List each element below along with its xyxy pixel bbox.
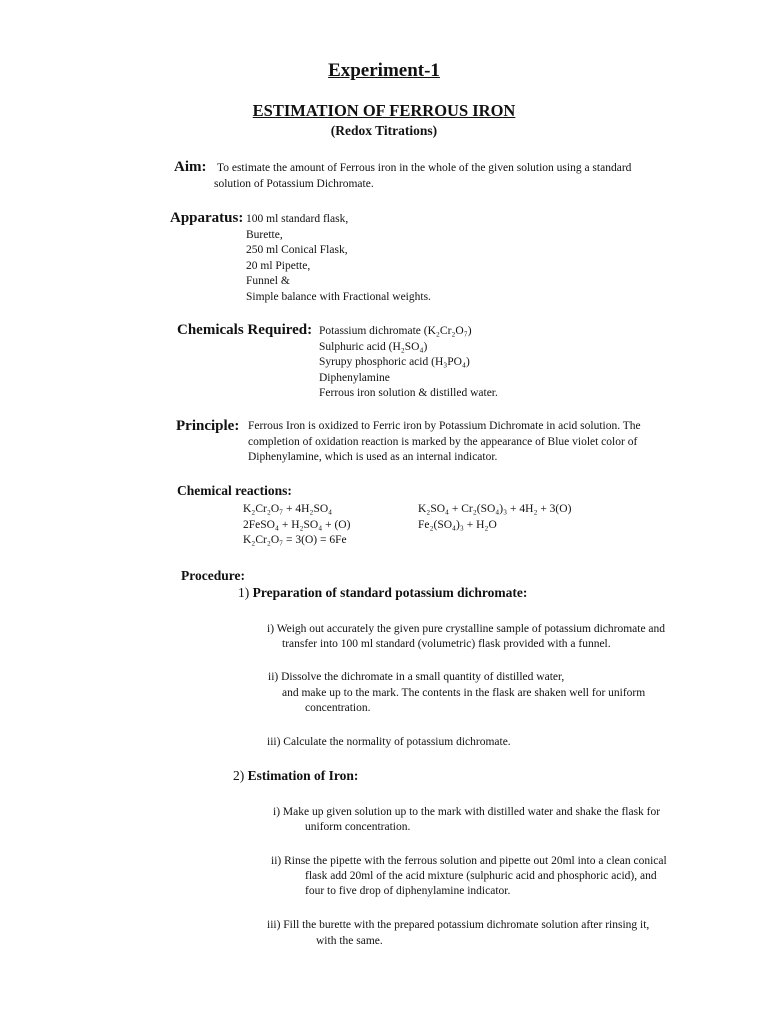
s2-step-2-line-1: ii) Rinse the pipette with the ferrous solution and pipette out 20ml into a clean conical [271, 855, 667, 867]
reaction-lhs: K₂Cr₂O₇ = 3(O) = 6Fe [243, 534, 347, 546]
s2-step-1-line-1: i) Make up given solution up to the mark with distilled water and shake the flask for [273, 806, 661, 818]
s2-step-2-line-2: flask add 20ml of the acid mixture (sulphuric acid and phosphoric acid), and [305, 870, 657, 882]
s2-step-2-line-3: four to five drop of diphenylamine indicator. [305, 885, 511, 897]
chemicals-list [319, 324, 498, 402]
s1-step-2-line-2: and make up to the mark. The contents in the flask are shaken well for uniform [282, 687, 646, 699]
principle-line: Diphenylamine, which is used as an internal indicator. [248, 451, 498, 463]
chemical-item: Sulphuric acid (H₂SO₄) [319, 340, 428, 353]
s1-step-3-line-1: iii) Calculate the normality of potassium dichromate. [267, 736, 511, 748]
apparatus-item: 100 ml standard flask, [246, 213, 349, 225]
reaction-lhs: K₂Cr₂O₇ + 4H₂SO₄ [243, 503, 333, 515]
section-2-heading [233, 768, 358, 784]
reactions-label: Chemical reactions: [177, 483, 292, 498]
apparatus-label: Apparatus: [170, 210, 244, 226]
reactions-right [418, 502, 571, 533]
chemical-item: Ferrous iron solution & distilled water. [319, 387, 498, 399]
section-1-number: 1) [238, 585, 250, 600]
reaction-rhs: Fe₂(SO₄)₃ + H₂O [418, 518, 497, 531]
chemical-item: Potassium dichromate (K₂Cr₂O₇) [319, 325, 472, 337]
reactions-left [243, 502, 350, 549]
s1-step-1-line-2: transfer into 100 ml standard (volumetric) flask provided with a funnel. [282, 638, 611, 650]
s2-step-1-line-2: uniform concentration. [305, 821, 411, 833]
apparatus-item: Burette, [246, 228, 283, 241]
document-subtitle: ESTIMATION OF FERROUS IRON [252, 101, 516, 120]
aim-label: Aim: [174, 159, 207, 175]
s1-step-2-line-3: concentration. [305, 702, 371, 714]
chemical-item: Diphenylamine [319, 371, 390, 384]
reaction-rhs: K₂SO₄ + Cr₂(SO₄)₃ + 4H₂ + 3(O) [418, 503, 572, 515]
section-1-title: Preparation of standard potassium dichromate: [252, 585, 528, 600]
document-subheading: (Redox Titrations) [330, 123, 438, 138]
section-1-heading [238, 585, 527, 601]
section-2-number: 2) [233, 768, 245, 783]
experiment-title: Experiment-1 [328, 60, 440, 81]
principle-text [248, 419, 641, 466]
s1-step-2-line-1: ii) Dissolve the dichromate in a small quantity of distilled water, [268, 671, 565, 683]
s1-step-1-line-1: i) Weigh out accurately the given pure crystalline sample of potassium dichromate and [267, 623, 666, 635]
s2-step-3-line-1: iii) Fill the burette with the prepared potassium dichromate solution after rinsing it, [267, 919, 650, 931]
s2-step-3-line-2: with the same. [316, 935, 383, 947]
reaction-lhs: 2FeSO₄ + H₂SO₄ + (O) [243, 518, 351, 531]
section-2-title: Estimation of Iron: [247, 768, 359, 783]
apparatus-list [246, 212, 431, 305]
principle-label: Principle: [176, 418, 240, 434]
apparatus-item: 250 ml Conical Flask, [246, 244, 348, 256]
chemical-item: Syrupy phosphoric acid (H₃PO₄) [319, 356, 470, 368]
principle-line: completion of oxidation reaction is marked by the appearance of Blue violet color of [248, 435, 638, 448]
principle-line: Ferrous Iron is oxidized to Ferric iron by Potassium Dichromate in acid solution. The [248, 420, 641, 432]
aim-line-2: solution of Potassium Dichromate. [214, 178, 374, 190]
procedure-label: Procedure: [181, 568, 245, 583]
apparatus-item: Simple balance with Fractional weights. [246, 290, 431, 303]
apparatus-item: 20 ml Pipette, [246, 259, 311, 272]
aim-line-1: To estimate the amount of Ferrous iron in the whole of the given solution using a standard [217, 162, 632, 174]
chemicals-label: Chemicals Required: [177, 322, 313, 338]
apparatus-item: Funnel & [246, 275, 290, 287]
